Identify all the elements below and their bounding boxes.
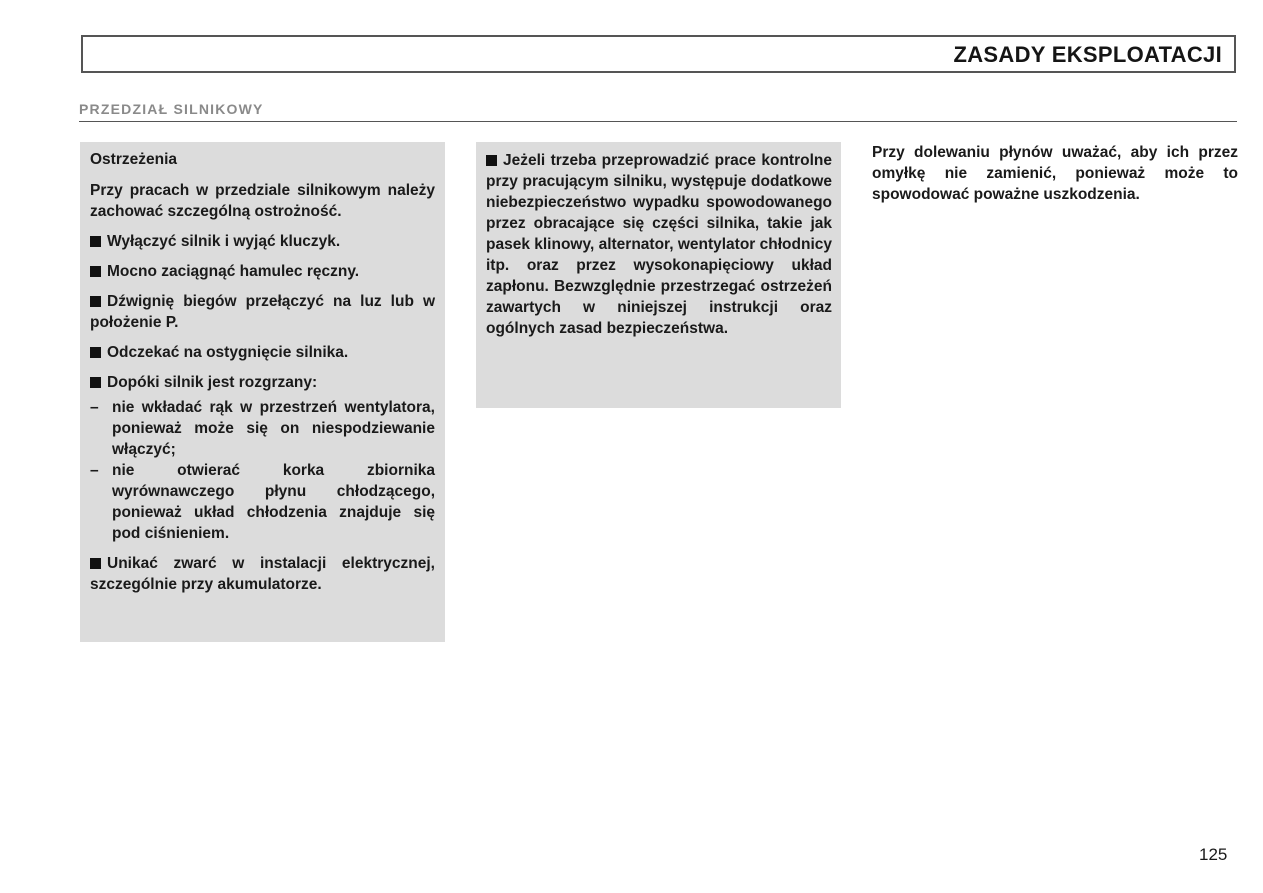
warning-item (90, 553, 435, 595)
warning-item (90, 342, 435, 363)
bullet-square-icon (90, 347, 101, 358)
warning-item-text: Odczekać na ostygnięcie silnika. (107, 344, 349, 361)
warnings-heading: Ostrzeżenia (90, 151, 178, 168)
section-title: PRZEDZIAŁ SILNIKOWY (79, 101, 264, 117)
fluids-note (872, 142, 1238, 214)
chapter-title: ZASADY EKSPLOATACJI (953, 42, 1222, 67)
bullet-square-icon (90, 558, 101, 569)
warning-item (90, 231, 435, 252)
fluids-note-text: Przy dolewaniu płynów uważać, aby ich przez omyłkę nie zamienić, ponieważ może to spowodować poważne uszkodzenia. (872, 144, 1238, 203)
warnings-box (80, 142, 445, 642)
dash-list-item: – nie wkładać rąk w przestrzeń wentylatora, ponieważ może się on niespodziewanie włączyć; (90, 397, 435, 460)
running-engine-warning-box (476, 142, 841, 408)
bullet-square-icon (90, 296, 101, 307)
dash-list (90, 397, 435, 544)
warning-item-text: Dopóki silnik jest rozgrzany: (107, 374, 318, 391)
running-engine-warning (486, 150, 832, 339)
chapter-header-box (81, 35, 1236, 73)
running-engine-warning-text: Jeżeli trzeba przeprowadzić prace kontrolne przy pracującym silniku, występuje dodatkowe niebezpieczeństwo wypadku spowodowanego przez obracające się części silnika, takie jak pasek klinowy, alternator, wentylator chłodnicy itp. oraz przez wysokonapięciowy układ zapłonu. Bezwzględnie przestrzegać ostrzeżeń zawartych w niniejszej instrukcji oraz ogólnych zasad bezpieczeństwa. (486, 152, 832, 337)
warning-item-text: Mocno zaciągnąć hamulec ręczny. (107, 263, 360, 280)
warning-item (90, 372, 435, 393)
warning-item-text: Wyłączyć silnik i wyjąć kluczyk. (107, 233, 341, 250)
warning-item (90, 261, 435, 282)
bullet-square-icon (486, 155, 497, 166)
section-divider (79, 121, 1237, 122)
warning-item (90, 291, 435, 333)
page-number: 125 (1199, 845, 1228, 864)
warning-item-text: Dźwignię biegów przełączyć na luz lub w położenie P. (90, 293, 435, 331)
bullet-square-icon (90, 236, 101, 247)
bullet-square-icon (90, 377, 101, 388)
bullet-square-icon (90, 266, 101, 277)
warning-item-text: Unikać zwarć w instalacji elektrycznej, szczególnie przy akumulatorze. (90, 555, 435, 593)
dash-list-item: – nie otwierać korka zbiornika wyrównawczego płynu chłodzącego, ponieważ układ chłodzenia znajduje się pod ciśnieniem. (90, 460, 435, 544)
warnings-intro: Przy pracach w przedziale silnikowym należy zachować szczególną ostrożność. (90, 182, 435, 220)
